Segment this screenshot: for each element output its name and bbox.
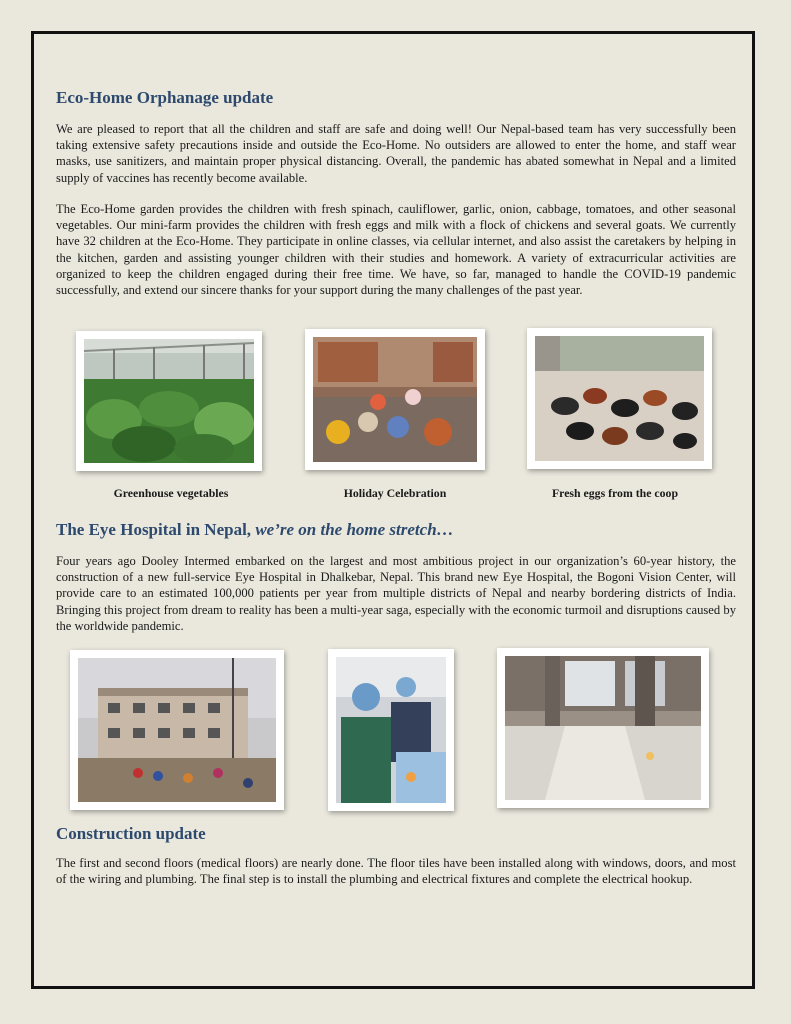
section-heading-eye-hospital <box>56 520 454 540</box>
caption-greenhouse: Greenhouse vegetables <box>113 486 229 500</box>
photo-construction-interior <box>497 648 709 808</box>
construction-interior-image <box>505 656 701 800</box>
photo-greenhouse-vegetables <box>76 331 262 471</box>
photo-eye-surgery <box>328 649 454 811</box>
eye-surgery-image <box>336 657 446 803</box>
holiday-celebration-image <box>313 337 477 462</box>
heading-main-text: The Eye Hospital in Nepal, <box>56 520 252 539</box>
caption-eggs: Fresh eggs from the coop <box>551 486 679 500</box>
photo-holiday-celebration <box>305 329 485 470</box>
photo-hospital-building <box>70 650 284 810</box>
section-heading-construction: Construction update <box>56 824 206 843</box>
eco-home-paragraph-2: The Eco-Home garden provides the children with fresh spinach, cauliflower, garlic, onion, cabbage, tomatoes, and other seasonal vegetables. Our mini-farm provides the children with fresh eggs and milk with a flock of chickens and several goats. We currently have 32 children at the Eco-Home. They participate in online classes, via cellular internet, and also assist the caretakers by helping in the kitchen, garden and assisting younger children with their studies and homework. A variety of extracurricular activities are organized to keep the children engaged during their free time. We have, so far, managed to handle the COVID-19 pandemic successfully, and extend our sincere thanks for your support during the many challenges of the past year. <box>56 202 736 298</box>
construction-paragraph: The first and second floors (medical floors) are nearly done. The floor tiles have been installed along with windows, doors, and most of the wiring and plumbing. The final step is to install the plumbing and electrical fixtures and complete the electrical hookup. <box>56 856 736 887</box>
eye-hospital-paragraph: Four years ago Dooley Intermed embarked on the largest and most ambitious project in our organization’s 60-year history, the construction of a new full-service Eye Hospital in Dhalkebar, Nepal. This brand new Eye Hospital, the Bogoni Vision Center, will provide care to an estimated 100,000 patients per year from multiple districts of Nepal and nearby bordering districts of India. Bringing this project from dream to reality has been a multi-year saga, especially with the economic turmoil and disruptions caused by the worldwide pandemic. <box>56 554 736 633</box>
heading-italic-text: we’re on the home stretch… <box>255 520 454 539</box>
eco-home-paragraph-1: We are pleased to report that all the children and staff are safe and doing well! Our Nepal-based team has very successfully been taking extensive safety precautions inside and outside the Eco-Home. No outsiders are allowed to enter the home, and staff wear masks, use sanitizers, and maintain proper physical distancing. Overall, the pandemic has abated somewhat in Nepal and a limited supply of vaccines has recently become available. <box>56 122 736 185</box>
photo-fresh-eggs-coop <box>527 328 712 469</box>
chicken-coop-image <box>535 336 704 461</box>
hospital-building-image <box>78 658 276 802</box>
section-heading-eco-home: Eco-Home Orphanage update <box>56 88 274 107</box>
greenhouse-image <box>84 339 254 463</box>
caption-holiday: Holiday Celebration <box>343 486 447 500</box>
